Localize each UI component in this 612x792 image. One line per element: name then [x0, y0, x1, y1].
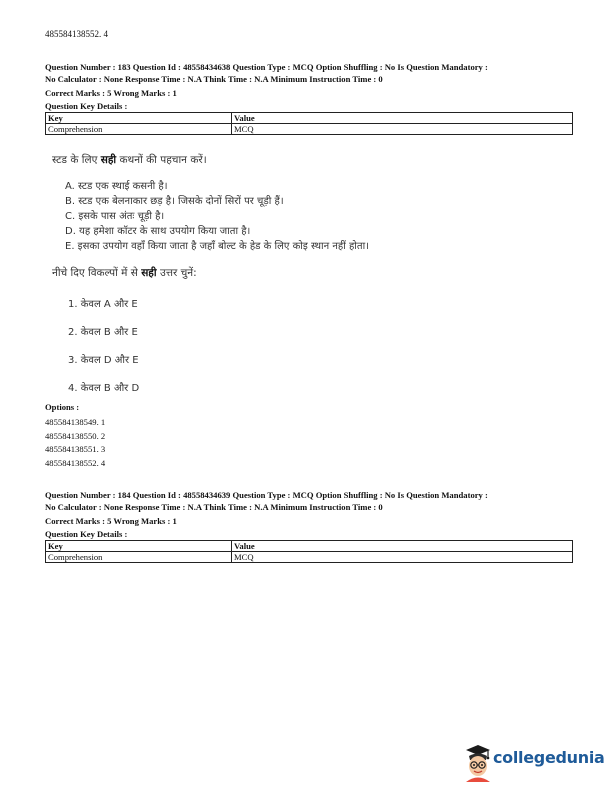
table-header-value: Value — [232, 541, 573, 552]
instruction-text-post: उत्तर चुनें: — [156, 267, 197, 279]
prompt-text-pre: स्टड के लिए — [52, 154, 101, 166]
table-cell-value: MCQ — [232, 124, 573, 135]
option-id-4: 485584138552. 4 — [45, 457, 106, 468]
table-row — [46, 124, 573, 135]
choice-3: 3. केवल D और E — [68, 355, 139, 366]
collegedunia-logo — [460, 742, 605, 782]
question-183-meta-line2: No Calculator : None Response Time : N.A Think Time : N.A Minimum Instruction Time : 0 — [45, 73, 383, 84]
table-header-value: Value — [232, 113, 573, 124]
question-184-meta-line1: Question Number : 184 Question Id : 48558434639 Question Type : MCQ Option Shuffling : No Is Question Mandatory : — [45, 490, 488, 500]
choice-4: 4. केवल B और D — [68, 383, 140, 394]
statement-d: D. यह हमेशा कॉटर के साथ उपयोग किया जाता है। — [65, 226, 251, 237]
table-row — [46, 552, 573, 563]
table-header-row — [46, 113, 573, 124]
choice-2: 2. केवल B और E — [68, 327, 138, 338]
table-cell-value: MCQ — [232, 552, 573, 563]
question-183-header — [45, 62, 573, 135]
question-183-instruction — [52, 266, 197, 280]
options-label: Options : — [45, 402, 80, 412]
option-id-3: 485584138551. 3 — [45, 444, 106, 454]
instruction-text-pre: नीचे दिए विकल्पों में से — [52, 267, 142, 279]
question-183-meta-line1: Question Number : 183 Question Id : 48558434638 Question Type : MCQ Option Shuffling : No Is Question Mandatory : — [45, 62, 488, 72]
brand-name: collegedunia — [493, 748, 605, 767]
statement-b: B. स्टड एक बेलनाकार छड़ है। जिसके दोनों सिरों पर चूड़ी हैं। — [65, 196, 284, 207]
prompt-text-post: कथनों की पहचान करें। — [116, 154, 207, 166]
header-option-id: 485584138552. 4 — [45, 29, 108, 39]
table-header-key: Key — [46, 541, 232, 552]
question-184-meta-line2: No Calculator : None Response Time : N.A Think Time : N.A Minimum Instruction Time : 0 — [45, 501, 383, 512]
question-184-marks: Correct Marks : 5 Wrong Marks : 1 — [45, 516, 177, 526]
statement-list — [65, 179, 369, 254]
instruction-text-bold: सही — [141, 267, 157, 279]
statement-a: A. स्टड एक स्थाई कसनी है। — [65, 181, 168, 192]
options-list — [45, 416, 105, 470]
option-id-1: 485584138549. 1 — [45, 417, 106, 427]
statement-e: E. इसका उपयोग वहाँ किया जाता है जहाँ बोल्ट के हेड के लिए कोइ स्थान नहीं होता। — [65, 241, 369, 252]
question-183-marks: Correct Marks : 5 Wrong Marks : 1 — [45, 88, 177, 98]
statement-c: C. इसके पास अंतः चूड़ी है। — [65, 211, 165, 222]
table-cell-key: Comprehension — [46, 552, 232, 563]
question-183-prompt — [52, 153, 207, 167]
question-183-key-details-label: Question Key Details : — [45, 101, 128, 111]
prompt-text-bold: सही — [100, 154, 117, 166]
question-184-key-table — [45, 540, 573, 563]
option-id-2: 485584138550. 2 — [45, 430, 106, 441]
mascot-icon — [460, 742, 494, 782]
choice-1: 1. केवल A और E — [68, 299, 138, 310]
question-184-header — [45, 490, 573, 563]
question-183-key-table — [45, 112, 573, 135]
table-header-row — [46, 541, 573, 552]
table-header-key: Key — [46, 113, 232, 124]
question-184-key-details-label: Question Key Details : — [45, 529, 128, 539]
table-cell-key: Comprehension — [46, 124, 232, 135]
